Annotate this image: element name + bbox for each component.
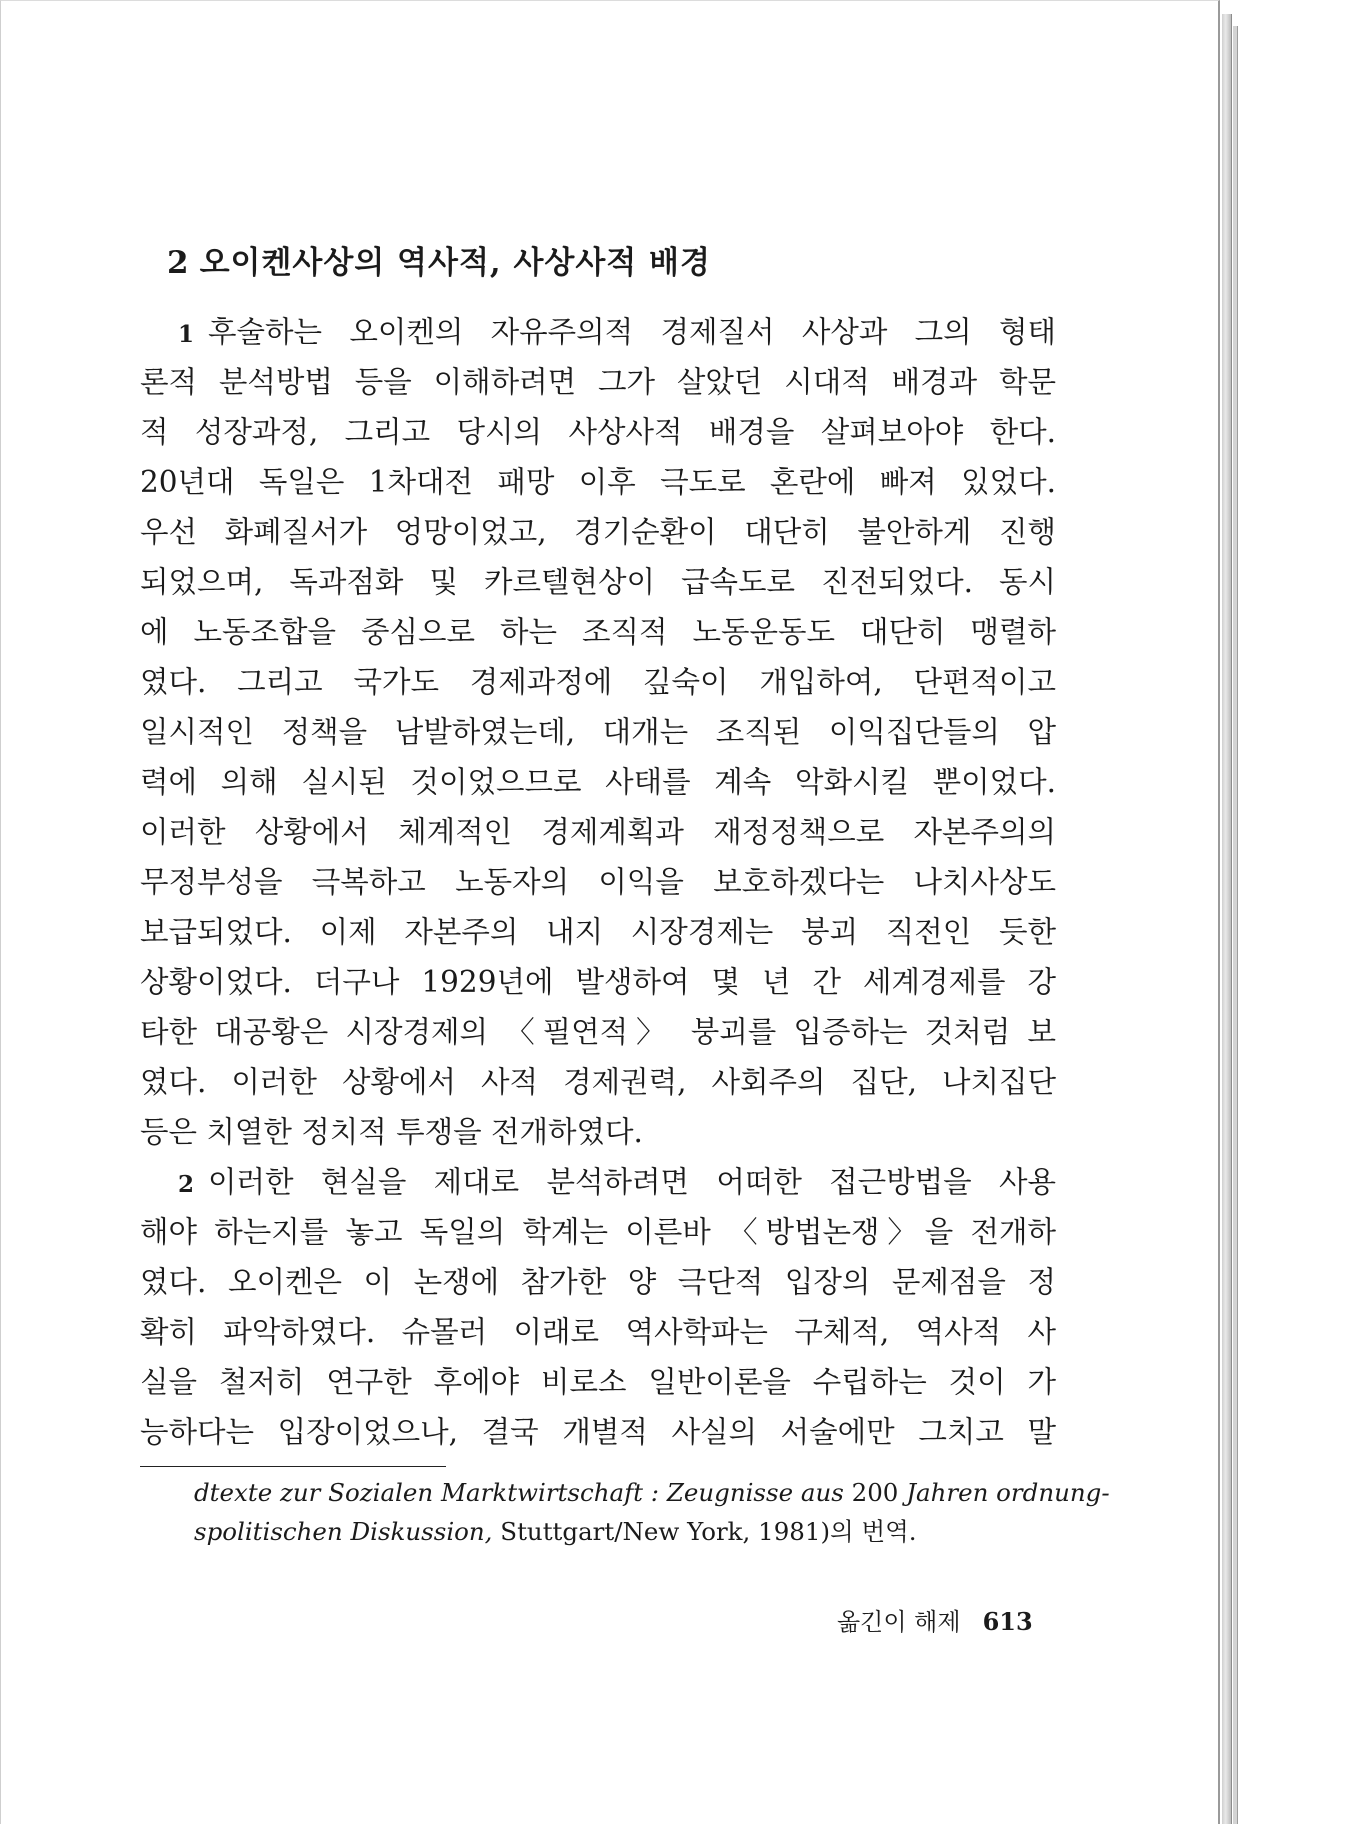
page-stack-edge: [1233, 26, 1238, 1824]
page-number: 613: [982, 1607, 1033, 1636]
paragraph-2-line: 였다. 오이켄은 이 논쟁에 참가한 양 극단적 입장의 문제점을 정: [140, 1265, 1056, 1299]
paragraph-1-line: 20년대 독일은 1차대전 패망 이후 극도로 혼란에 빠져 있었다.: [140, 465, 1056, 499]
paragraph-1-line: 력에 의해 실시된 것이었으므로 사태를 계속 악화시킬 뿐이었다.: [140, 765, 1056, 799]
section-title-text: 오이켄사상의 역사적, 사상사적 배경: [199, 244, 711, 281]
paragraph-number: 1: [178, 321, 195, 348]
paragraph-2-line: 능하다는 입장이었으나, 결국 개별적 사실의 서술에만 그치고 말: [140, 1415, 1056, 1449]
paragraph-2-line: 해야 하는지를 놓고 독일의 학계는 이른바 〈방법논쟁〉을 전개하: [140, 1215, 1056, 1249]
paragraph-1-line: 타한 대공황은 시장경제의 〈필연적〉 붕괴를 입증하는 것처럼 보: [140, 1015, 1056, 1049]
paragraph-1-line: 보급되었다. 이제 자본주의 내지 시장경제는 붕괴 직전인 듯한: [140, 915, 1056, 949]
paragraph-1-line: 일시적인 정책을 남발하였는데, 대개는 조직된 이익집단들의 압: [140, 715, 1056, 749]
paragraph-1-line: 상황이었다. 더구나 1929년에 발생하여 몇 년 간 세계경제를 강: [140, 965, 1056, 999]
paragraph-2-line: 실을 철저히 연구한 후에야 비로소 일반이론을 수립하는 것이 가: [140, 1365, 1056, 1399]
footnote-line: dtexte zur Sozialen Marktwirtschaft : Zeugnisse aus 200 Jahren ordnung-: [194, 1478, 1110, 1507]
footnote-divider: [140, 1466, 446, 1467]
body-text: [140, 307, 1056, 1457]
running-footer: [837, 1602, 1033, 1637]
paragraph-number: 2: [178, 1171, 195, 1198]
running-title: 옮긴이 해제: [837, 1608, 961, 1636]
paragraph-1-line: 적 성장과정, 그리고 당시의 사상사적 배경을 살펴보아야 한다.: [140, 415, 1056, 449]
paragraph-1-line: 등은 치열한 정치적 투쟁을 전개하였다.: [140, 1115, 643, 1149]
paragraph-1-line: 이러한 상황에서 체계적인 경제계획과 재정정책으로 자본주의의: [140, 815, 1056, 849]
paragraph-2-line: 2 이러한 현실을 제대로 분석하려면 어떠한 접근방법을 사용: [178, 1165, 1056, 1199]
paragraph-1-line: 되었으며, 독과점화 및 카르텔현상이 급속도로 진전되었다. 동시: [140, 565, 1056, 599]
section-heading: [167, 237, 711, 282]
paragraph-1-line: 1 후술하는 오이켄의 자유주의적 경제질서 사상과 그의 형태: [178, 315, 1056, 349]
footnote-line: spolitischen Diskussion, Stuttgart/New York, 1981)의 번역.: [194, 1517, 917, 1546]
page-stack-edge: [1222, 14, 1232, 1824]
paragraph-1-line: 무정부성을 극복하고 노동자의 이익을 보호하겠다는 나치사상도: [140, 865, 1056, 899]
paragraph-2-line: 확히 파악하였다. 슈몰러 이래로 역사학파는 구체적, 역사적 사: [140, 1315, 1056, 1349]
paragraph-1-line: 였다. 이러한 상황에서 사적 경제권력, 사회주의 집단, 나치집단: [140, 1065, 1056, 1099]
paragraph-1-line: 에 노동조합을 중심으로 하는 조직적 노동운동도 대단히 맹렬하: [140, 615, 1056, 649]
paragraph-1-line: 론적 분석방법 등을 이해하려면 그가 살았던 시대적 배경과 학문: [140, 365, 1056, 399]
paragraph-1-line: 였다. 그리고 국가도 경제과정에 깊숙이 개입하여, 단편적이고: [140, 665, 1056, 699]
footnote: [194, 1473, 1110, 1551]
paragraph-1-line: 우선 화폐질서가 엉망이었고, 경기순환이 대단히 불안하게 진행: [140, 515, 1056, 549]
section-number: 2: [167, 244, 190, 281]
